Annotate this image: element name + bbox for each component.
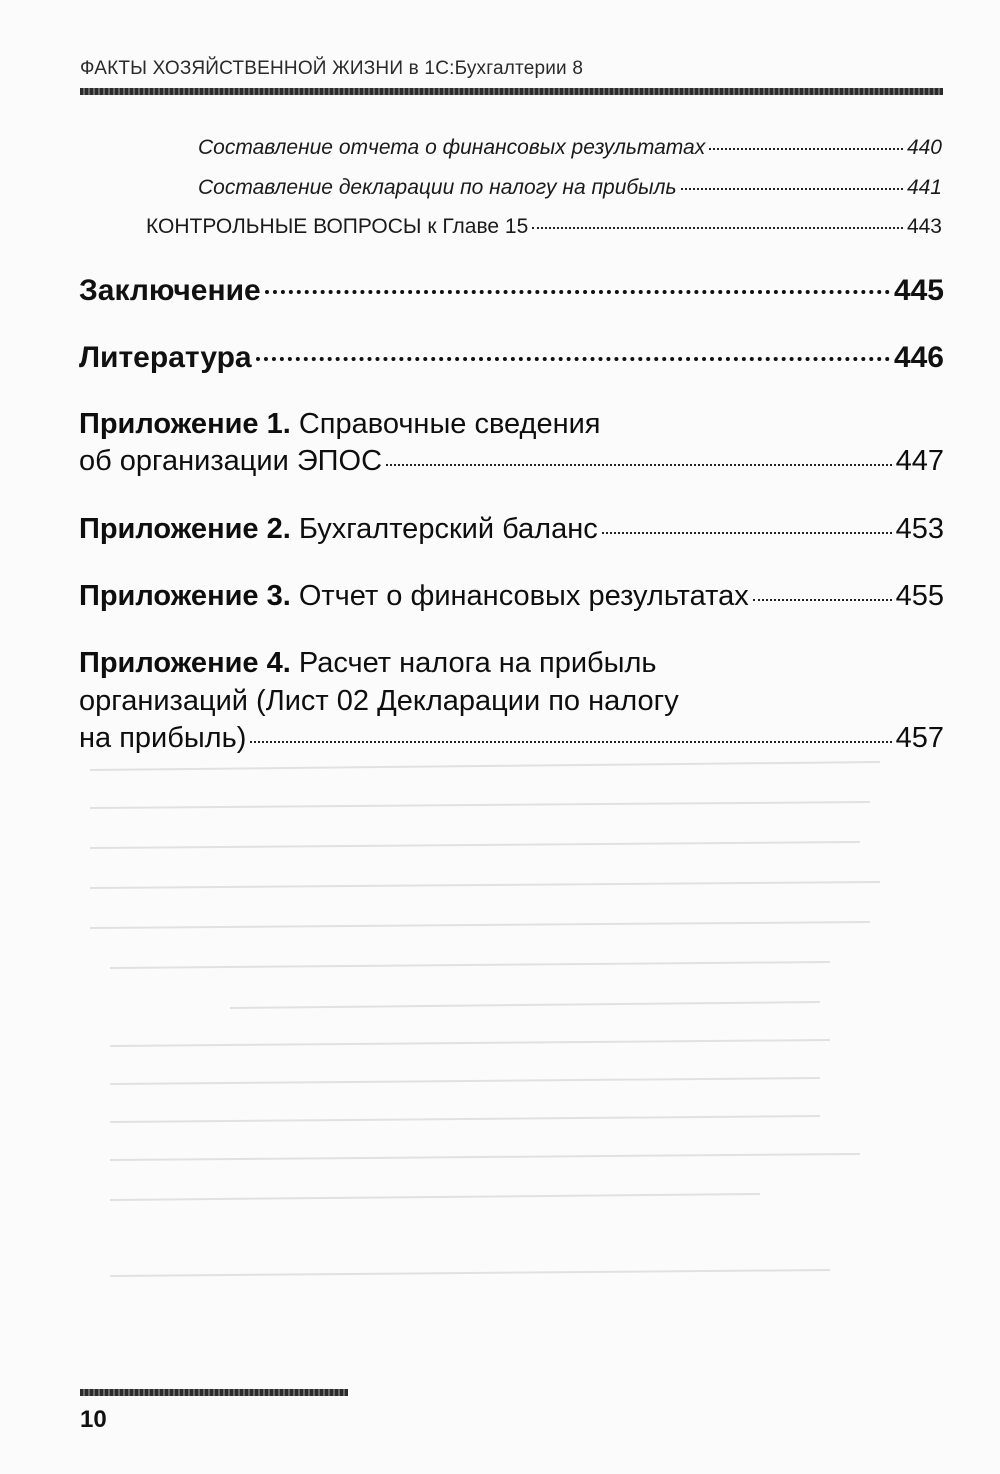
toc-entry-title: Составление декларации по налогу на прибыль <box>198 176 677 199</box>
toc-entry-appendix-1[interactable] <box>79 445 944 478</box>
appendix-label: Приложение 4. <box>79 647 291 679</box>
toc-page-number: 440 <box>906 136 942 159</box>
toc-entry-title: КОНТРОЛЬНЫЕ ВОПРОСЫ к Главе 15 <box>146 215 529 238</box>
toc-page-number: 447 <box>895 445 944 477</box>
toc-entry-control-questions[interactable] <box>146 215 942 239</box>
toc-page-number: 445 <box>893 274 944 307</box>
toc-entry-tax-declaration[interactable] <box>198 176 942 200</box>
page-number: 10 <box>80 1406 107 1433</box>
toc-entry-appendix-4[interactable] <box>79 722 944 755</box>
toc-entry-title: Заключение <box>79 274 261 307</box>
header-rule <box>80 88 943 95</box>
dot-leader <box>753 599 892 601</box>
footer-rule <box>80 1389 348 1396</box>
toc-page-number: 457 <box>895 722 944 754</box>
appendix-title-line1: Расчет налога на прибыль <box>298 647 657 679</box>
dot-leader <box>681 188 903 190</box>
toc-page-number: 441 <box>906 176 942 199</box>
dot-leader <box>256 357 890 361</box>
dot-leader <box>386 464 892 466</box>
toc-entry-title: Составление отчета о финансовых результатах <box>198 136 706 159</box>
toc-entry-title: Литература <box>79 341 252 374</box>
toc-entry-appendix-1-line1[interactable] <box>79 408 601 441</box>
appendix-title-line1: Справочные сведения <box>298 408 601 440</box>
toc-page-number: 455 <box>895 580 944 612</box>
appendix-label: Приложение 3. <box>79 580 291 612</box>
dot-leader <box>602 532 892 534</box>
appendix-title: Отчет о финансовых результатах <box>298 580 749 612</box>
toc-page-number: 443 <box>906 215 942 238</box>
toc-entry-financial-report[interactable] <box>198 136 942 160</box>
appendix-title-line2: организаций (Лист 02 Декларации по налогу <box>79 685 679 717</box>
toc-entry-conclusion[interactable] <box>79 274 944 308</box>
toc-entry-literature[interactable] <box>79 341 944 375</box>
dot-leader <box>250 741 891 743</box>
toc-entry-appendix-4-line2 <box>79 685 679 718</box>
toc-entry-appendix-3[interactable] <box>79 580 944 613</box>
toc-entry-appendix-4-line1[interactable] <box>79 647 657 680</box>
dot-leader <box>709 148 903 150</box>
appendix-label: Приложение 1. <box>79 408 291 440</box>
appendix-title-line3: на прибыль) <box>79 722 247 754</box>
appendix-label: Приложение 2. <box>79 513 291 545</box>
dot-leader <box>532 227 903 229</box>
appendix-title-line2: об организации ЭПОС <box>79 445 383 477</box>
toc-page-number: 446 <box>893 341 944 374</box>
toc-page-number: 453 <box>895 513 944 545</box>
appendix-title: Бухгалтерский баланс <box>298 513 598 545</box>
toc-entry-appendix-2[interactable] <box>79 513 944 546</box>
running-header: ФАКТЫ ХОЗЯЙСТВЕННОЙ ЖИЗНИ в 1С:Бухгалтерии 8 <box>80 58 584 79</box>
dot-leader <box>265 290 890 294</box>
